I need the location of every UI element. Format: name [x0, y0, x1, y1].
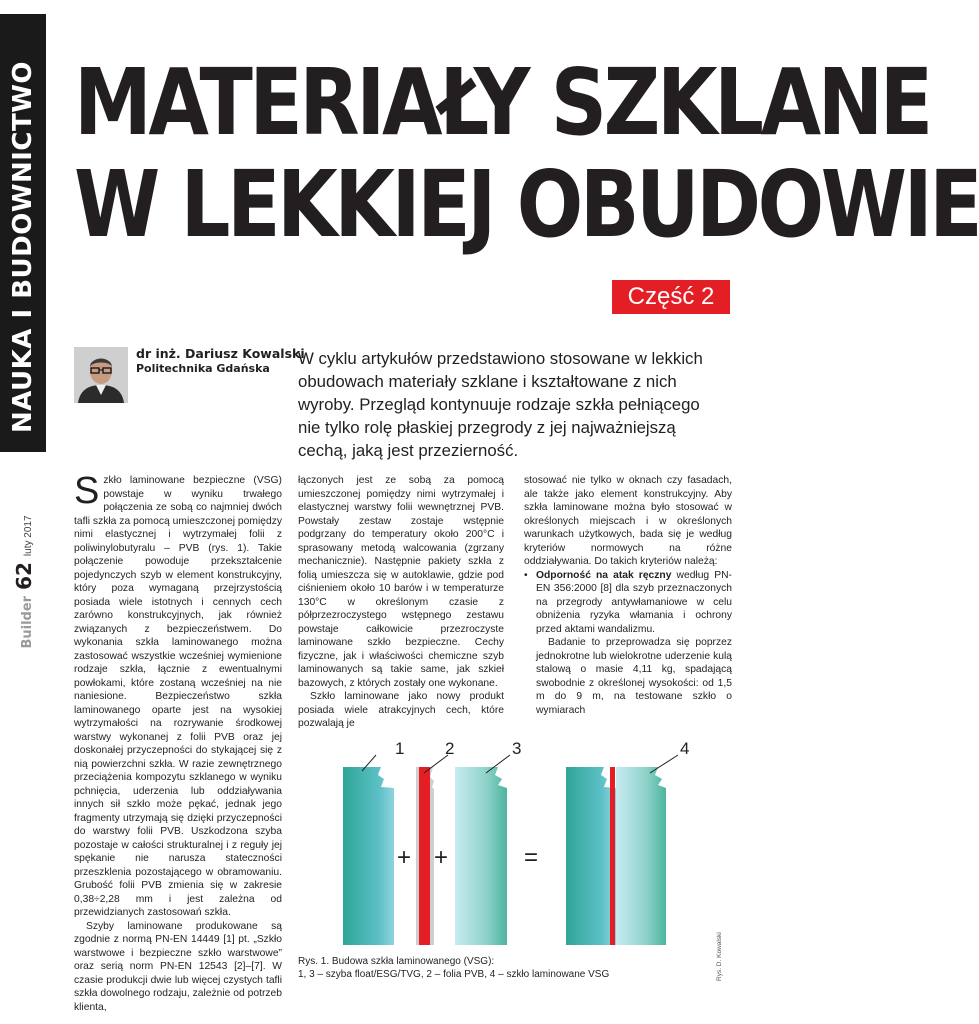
author-portrait-icon [74, 347, 128, 403]
drop-cap: S [74, 470, 100, 512]
caption-line-2: 1, 3 – szyba float/ESG/TVG, 2 – folia PVB, 4 – szkło laminowane VSG [298, 969, 610, 980]
caption-line-1: Rys. 1. Budowa szkła laminowanego (VSG): [298, 956, 495, 967]
section-tab-label: NAUKA I BUDOWNICTWO [8, 60, 38, 434]
laminated-glass-4-back [616, 767, 666, 945]
glass-pane-1 [343, 767, 394, 945]
author-name: dr inż. Dariusz Kowalski [136, 346, 305, 361]
title-line-1: MATERIAŁY SZKLANE [74, 49, 930, 156]
laminated-glass-4 [566, 767, 616, 945]
body-paragraph [74, 470, 282, 920]
bullet-icon: • [524, 569, 528, 581]
author-affiliation: Politechnika Gdańska [136, 362, 270, 375]
criteria-list-item [524, 569, 732, 637]
figure-caption [298, 955, 698, 981]
figure-label-2: 2 [445, 739, 455, 758]
section-tab [0, 14, 46, 452]
figure-vsg-structure [298, 735, 738, 1010]
criteria-text [536, 569, 732, 637]
body-column-3 [524, 474, 732, 717]
leader-line-4 [650, 755, 678, 773]
part-badge: Część 2 [612, 280, 730, 314]
body-text: zkło laminowane bezpieczne (VSG) powstaje w wyniku trwałego połączenia ze sobą co najmniej dwóch tafli szkła za pomocą umieszczonej pomiędzy nimi elastycznej i wytrzymałej folii z poliwinylobutyralu – PVB (rys. 1). Takie połączenie powoduje przekształcenie pojedynczych szyb w element konstrukcyjny, który poza wymaganą przejrzystością posiada wiele istotnych i cennych cech zarówno konstrukcyjnych, jak również związanych z bezpieczeństwem. Do wykonania szkła laminowanego można zastosować wszystkie wcześniej wymienione rodzaje szkła, łącznie z ewentualnymi powłokami, które zostaną wcześniej na nie naniesione. Bezpieczeństwo szkła laminowanego oparte jest na wysokiej wytrzymałości na rozrywanie środkowej warstwy wykonanej z folii PVB oraz jej doskonałej przyczepności do stykającej się z nią powierzchni szkła. W razie zewnętrznego przeciążenia kompozytu szklanego w wyniku pchnięcia, uderzenia lub oddziaływania innych sił szkło może pękać, jednak jego fragmenty utrzymają się dzięki przyczepności do warstwy folii PVB. Uszkodzona szyba pozostaje w całości strukturalnej i z reguły jej spękanie nie narusza stateczności przeszklenia pozostającego w obramowaniu. Grubość folii PVB zmienia się w zakresie 0,38÷2,28 mm i jest zależna od przewidzianych zastosowań szkła. [74, 475, 282, 918]
author-photo [74, 347, 128, 403]
criteria-description: według PN-EN 356:2000 [8] dla szyb przeznaczonych na przegrody antywłamaniowe w celu obniżenia ryzyka włamania i ochrony przed aktami wandalizmu. [536, 569, 732, 635]
leader-line-3 [486, 755, 510, 773]
laminated-foil-4 [610, 767, 615, 945]
issue-date: luty 2017 [23, 515, 34, 557]
figure-credit: Rys. D. Kowalski [716, 932, 723, 981]
glass-pane-3 [455, 767, 507, 945]
pvb-foil-2-core [419, 767, 430, 945]
page-number: 62 [12, 562, 36, 590]
body-paragraph: stosować nie tylko w oknach czy fasadach, ale także jako element konstrukcyjny. Aby szkła laminowane można było stosować w określonych miejscach i w określonych warunkach użytkowych, bada się je według kryteriów normowych na różne oddziaływania. Do takich kryteriów należą: [524, 475, 732, 567]
magazine-name: Builder [20, 595, 35, 649]
folio [12, 515, 36, 648]
body-column-1 [74, 470, 282, 1014]
page-title [74, 49, 979, 258]
figure-label-1: 1 [395, 739, 405, 758]
body-column-2 [298, 474, 504, 731]
plus-sign-1: + [397, 844, 412, 871]
figure-diagram [298, 735, 738, 950]
figure-label-4: 4 [680, 739, 690, 758]
title-line-2: W LEKKIEJ OBUDOWIE [74, 151, 979, 258]
body-paragraph: łączonych jest ze sobą za pomocą umieszczonej pomiędzy nimi wytrzymałej i elastycznej warstwy folii wewnętrznej PVB. Powstały zestaw zostaje wstępnie podgrzany do temperatury około 200°C i sprasowany metodą walcowania (zgrzany mechanicznie). Następnie pakiety szkła z folią umieszcza się w autoklawie, gdzie pod ciśnieniem około 10 barów i w temperaturze 130°C w określonym czasie z półprzezroczystego wstępnego zestawu powstaje całkowicie przezroczyste laminowane szkło bezpieczne. Cechy fizyczne, jak i właściwości chemiczne szyb laminowanych są takie same, jak szkieł bazowych, z których zostały one wykonane. [298, 475, 504, 689]
figure-label-3: 3 [512, 739, 522, 758]
equals-sign: = [524, 844, 539, 871]
body-paragraph: Szyby laminowane produkowane są zgodnie z normą PN-EN 14449 [1] pt. „Szkło warstwowe i bezpieczne szkło warstwowe” oraz serią norm PN-EN 12543 [2]–[7]. W czasie produkcji dwie lub więcej czystych tafli szkła dowolnego rodzaju, zależnie od potrzeb klienta, [74, 920, 282, 1013]
lead-paragraph: W cyklu artykułów przedstawiono stosowane w lekkich obudowach materiały szklane i kształtowane z nich wyroby. Przegląd kontynuuje rodzaje szkła pełniącego nie tylko rolę płaskiej przegrody z jej najważniejszą cechą, jaką jest przezierność. [298, 349, 703, 460]
body-paragraph: Badanie to przeprowadza się poprzez jednokrotne lub wielokrotne uderzenie kulą stalową o masie 4,11 kg, spadającą swobodnie z określonej wysokości: od 1,5 m do 9 m, na testowane szkło o wymiarach [536, 637, 732, 716]
plus-sign-2: + [434, 844, 449, 871]
body-paragraph: Szkło laminowane jako nowy produkt posiada wiele atrakcyjnych cech, które pozwalają je [298, 691, 504, 729]
criteria-term: Odporność na atak ręczny [536, 569, 672, 581]
